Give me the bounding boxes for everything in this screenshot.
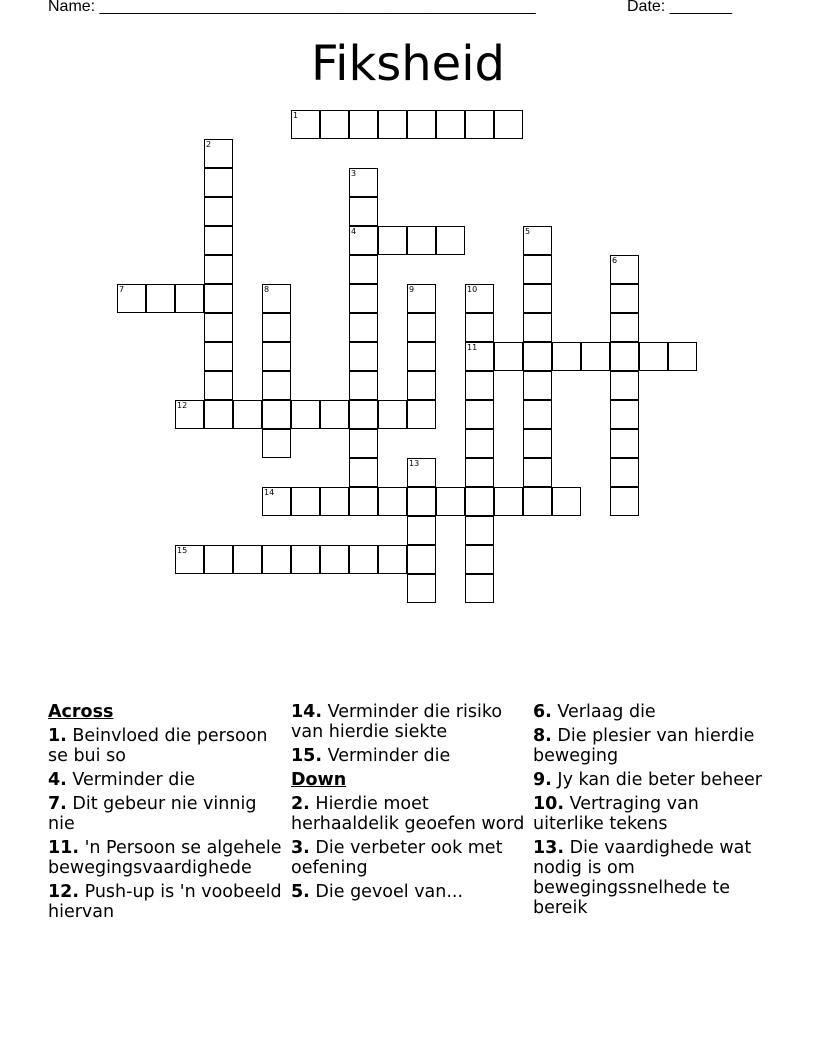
crossword-cell[interactable] [204, 226, 233, 255]
crossword-cell[interactable] [465, 429, 494, 458]
crossword-cell[interactable] [465, 313, 494, 342]
crossword-cell[interactable] [262, 313, 291, 342]
crossword-cell[interactable] [407, 516, 436, 545]
crossword-cell[interactable] [262, 487, 291, 516]
across-clue: 11. 'n Persoon se algehele bewegingsvaardighede [48, 838, 282, 878]
crossword-cell[interactable] [204, 139, 233, 168]
crossword-cell[interactable] [465, 487, 494, 516]
across-clue: 12. Push-up is 'n voobeeld hiervan [48, 882, 282, 922]
down-clue: 3. Die verbeter ook met oefening [291, 838, 503, 878]
crossword-cell[interactable] [494, 110, 523, 139]
crossword-cell[interactable] [465, 371, 494, 400]
crossword-cell[interactable] [204, 255, 233, 284]
crossword-cell[interactable] [581, 342, 610, 371]
crossword-cell[interactable] [436, 487, 465, 516]
crossword-cell[interactable] [407, 574, 436, 603]
clue-number: 13 [409, 459, 420, 468]
clue-number: 15 [177, 546, 188, 555]
crossword-cell[interactable] [610, 313, 639, 342]
across-clue: 1. Beinvloed die persoon se bui so [48, 726, 268, 766]
crossword-cell[interactable] [523, 313, 552, 342]
crossword-cell[interactable] [610, 284, 639, 313]
crossword-cell[interactable] [523, 342, 552, 371]
crossword-cell[interactable] [407, 458, 436, 487]
crossword-cell[interactable] [523, 284, 552, 313]
crossword-cell[interactable] [349, 284, 378, 313]
crossword-cell[interactable] [175, 400, 204, 429]
clue-number: 7 [119, 285, 125, 294]
crossword-cell[interactable] [523, 458, 552, 487]
crossword-cell[interactable] [465, 545, 494, 574]
crossword-cell[interactable] [349, 226, 378, 255]
crossword-cell[interactable] [552, 342, 581, 371]
across-clue: 15. Verminder die [291, 746, 451, 766]
crossword-cell[interactable] [349, 545, 378, 574]
crossword-cell[interactable] [320, 487, 349, 516]
clue-number: 6 [612, 256, 618, 265]
across-clue: 14. Verminder die risiko van hierdie siekte [291, 702, 503, 742]
crossword-cell[interactable] [378, 545, 407, 574]
crossword-cell[interactable] [262, 371, 291, 400]
clue-number: 14 [264, 488, 275, 497]
crossword-cell[interactable] [233, 400, 262, 429]
crossword-cell[interactable] [436, 226, 465, 255]
clue-number: 12 [177, 401, 188, 410]
down-clue: 2. Hierdie moet herhaaldelik geoefen word [291, 794, 525, 834]
crossword-cell[interactable] [494, 487, 523, 516]
crossword-cell[interactable] [262, 400, 291, 429]
clue-column-1 [48, 702, 284, 926]
crossword-cell[interactable] [262, 284, 291, 313]
crossword-cell[interactable] [610, 429, 639, 458]
across-clue: 7. Dit gebeur nie vinnig nie [48, 794, 257, 834]
crossword-cell[interactable] [523, 429, 552, 458]
crossword-cell[interactable] [465, 342, 494, 371]
crossword-cell[interactable] [465, 458, 494, 487]
across-heading: Across [48, 702, 114, 722]
crossword-cell[interactable] [233, 545, 262, 574]
crossword-cell[interactable] [407, 342, 436, 371]
crossword-cell[interactable] [668, 342, 697, 371]
clue-column-2 [291, 702, 527, 906]
crossword-cell[interactable] [349, 429, 378, 458]
crossword-cell[interactable] [349, 400, 378, 429]
clue-number: 4 [351, 227, 357, 236]
crossword-cell[interactable] [523, 255, 552, 284]
clue-number: 11 [467, 343, 478, 352]
crossword-cell[interactable] [407, 313, 436, 342]
crossword-cell[interactable] [552, 487, 581, 516]
crossword-cell[interactable] [204, 400, 233, 429]
crossword-cell[interactable] [349, 313, 378, 342]
crossword-cell[interactable] [378, 487, 407, 516]
clue-number: 10 [467, 285, 478, 294]
crossword-cell[interactable] [349, 168, 378, 197]
crossword-cell[interactable] [523, 371, 552, 400]
crossword-cell[interactable] [407, 284, 436, 313]
crossword-cell[interactable] [610, 342, 639, 371]
crossword-cell[interactable] [610, 255, 639, 284]
clue-number: 3 [351, 169, 357, 178]
crossword-cell[interactable] [320, 110, 349, 139]
crossword-cell[interactable] [349, 110, 378, 139]
down-clue: 5. Die gevoel van... [291, 882, 464, 902]
crossword-cell[interactable] [465, 574, 494, 603]
crossword-cell[interactable] [320, 400, 349, 429]
crossword-cell[interactable] [465, 400, 494, 429]
down-clue: 10. Vertraging van uiterlike tekens [533, 794, 699, 834]
down-clue: 8. Die plesier van hierdie beweging [533, 726, 755, 766]
crossword-cell[interactable] [610, 400, 639, 429]
crossword-cell[interactable] [349, 487, 378, 516]
crossword-cell[interactable] [407, 400, 436, 429]
crossword-cell[interactable] [262, 429, 291, 458]
date-field[interactable]: Date: _______ [627, 0, 732, 15]
crossword-cell[interactable] [494, 342, 523, 371]
crossword-cell[interactable] [204, 197, 233, 226]
clue-column-3 [533, 702, 769, 922]
crossword-cell[interactable] [146, 284, 175, 313]
crossword-cell[interactable] [639, 342, 668, 371]
down-clue: 6. Verlaag die [533, 702, 656, 722]
crossword-cell[interactable] [204, 313, 233, 342]
crossword-cell[interactable] [204, 342, 233, 371]
crossword-cell[interactable] [523, 226, 552, 255]
crossword-cell[interactable] [349, 255, 378, 284]
crossword-cell[interactable] [407, 110, 436, 139]
crossword-cell[interactable] [465, 284, 494, 313]
crossword-cell[interactable] [204, 284, 233, 313]
crossword-cell[interactable] [465, 110, 494, 139]
crossword-cell[interactable] [204, 371, 233, 400]
clue-number: 2 [206, 140, 212, 149]
clue-number: 1 [293, 111, 299, 120]
crossword-cell[interactable] [610, 487, 639, 516]
crossword-cell[interactable] [175, 284, 204, 313]
crossword-cell[interactable] [117, 284, 146, 313]
crossword-cell[interactable] [349, 371, 378, 400]
clue-number: 8 [264, 285, 270, 294]
crossword-cell[interactable] [378, 110, 407, 139]
down-clue: 9. Jy kan die beter beheer [533, 770, 762, 790]
crossword-cell[interactable] [204, 545, 233, 574]
crossword-cell[interactable] [610, 371, 639, 400]
crossword-cell[interactable] [262, 342, 291, 371]
crossword-cell[interactable] [204, 168, 233, 197]
clue-number: 5 [525, 227, 531, 236]
crossword-cell[interactable] [523, 487, 552, 516]
crossword-cell[interactable] [407, 226, 436, 255]
page-title: Fiksheid [310, 36, 505, 92]
crossword-cell[interactable] [262, 545, 291, 574]
crossword-cell[interactable] [291, 110, 320, 139]
crossword-cell[interactable] [175, 545, 204, 574]
crossword-cell[interactable] [291, 400, 320, 429]
crossword-cell[interactable] [349, 342, 378, 371]
crossword-cell[interactable] [349, 197, 378, 226]
crossword-cell[interactable] [465, 516, 494, 545]
crossword-cell[interactable] [407, 371, 436, 400]
crossword-cell[interactable] [291, 545, 320, 574]
crossword-cell[interactable] [407, 487, 436, 516]
down-heading: Down [291, 770, 347, 790]
crossword-cell[interactable] [320, 545, 349, 574]
crossword-cell[interactable] [407, 545, 436, 574]
down-clue: 13. Die vaardighede wat nodig is om bewegingssnelhede te bereik [533, 838, 752, 918]
crossword-cell[interactable] [436, 110, 465, 139]
clue-number: 9 [409, 285, 415, 294]
crossword-cell[interactable] [378, 226, 407, 255]
crossword-cell[interactable] [523, 400, 552, 429]
crossword-cell[interactable] [378, 400, 407, 429]
across-clue: 4. Verminder die [48, 770, 196, 790]
name-field[interactable]: Name: _________________________________________________ [48, 0, 536, 15]
crossword-cell[interactable] [610, 458, 639, 487]
crossword-cell[interactable] [349, 458, 378, 487]
crossword-cell[interactable] [291, 487, 320, 516]
